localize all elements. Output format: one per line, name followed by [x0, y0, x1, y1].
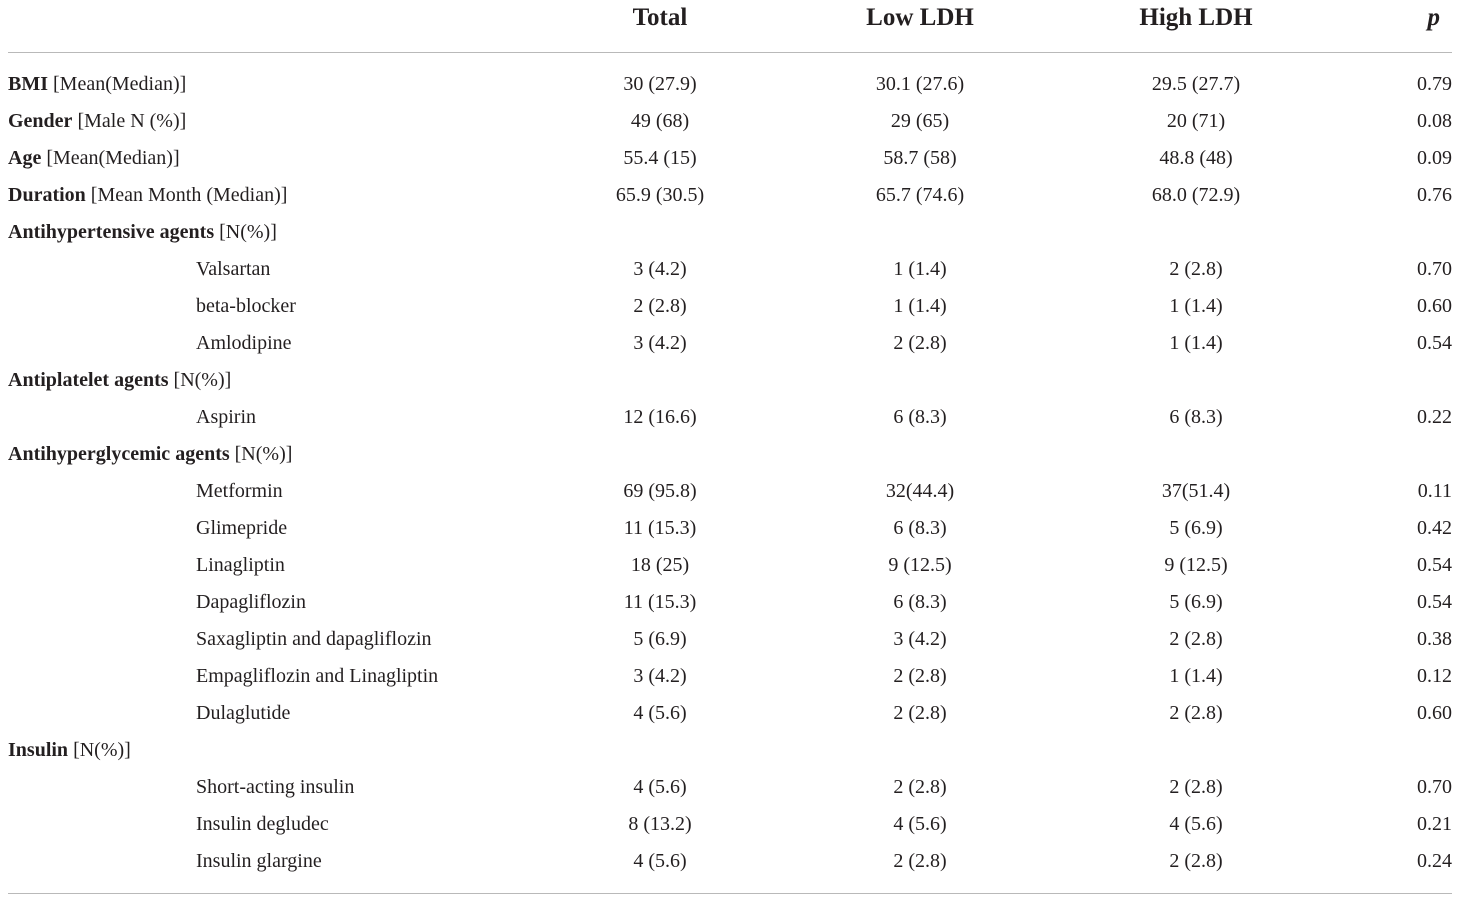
- row-label: [8, 177, 287, 214]
- table-row: [0, 140, 1460, 177]
- cell-high-ldh: 20 (71): [1166, 110, 1226, 132]
- row-label-bold: BMI: [8, 73, 48, 95]
- cell-low-ldh: 32(44.4): [885, 480, 955, 502]
- row-label: Insulin glargine: [196, 850, 322, 872]
- cell-high-ldh: 2 (2.8): [1169, 702, 1223, 724]
- cell-p-value: 0.60: [1417, 702, 1452, 724]
- table-row: [0, 288, 1460, 325]
- row-label: Saxagliptin and dapagliflozin: [196, 628, 432, 650]
- header-divider: [8, 52, 1452, 53]
- cell-p-value: 0.12: [1417, 665, 1452, 687]
- table-row: [0, 621, 1460, 658]
- header-high-ldh: High LDH: [1139, 4, 1253, 31]
- row-label: [8, 140, 180, 177]
- row-label: Valsartan: [196, 258, 271, 280]
- cell-high-ldh: 5 (6.9): [1169, 517, 1223, 539]
- cell-total: 55.4 (15): [623, 147, 697, 169]
- cell-low-ldh: 2 (2.8): [893, 702, 947, 724]
- group-heading-row: [0, 214, 1460, 251]
- group-heading-row: [0, 732, 1460, 769]
- cell-low-ldh: 3 (4.2): [893, 628, 947, 650]
- cell-p-value: 0.79: [1417, 73, 1452, 95]
- row-label: [8, 436, 292, 473]
- row-label-bold: Gender: [8, 110, 73, 132]
- header-low-ldh: Low LDH: [866, 4, 974, 31]
- cell-total: 4 (5.6): [633, 776, 687, 798]
- cell-high-ldh: 1 (1.4): [1169, 332, 1223, 354]
- cell-p-value: 0.08: [1417, 110, 1452, 132]
- row-label: beta-blocker: [196, 295, 296, 317]
- cell-p-value: 0.38: [1417, 628, 1452, 650]
- cell-low-ldh: 2 (2.8): [893, 850, 947, 872]
- table-row: [0, 584, 1460, 621]
- row-label: Metformin: [196, 480, 283, 502]
- cell-p-value: 0.24: [1417, 850, 1452, 872]
- cell-low-ldh: 6 (8.3): [893, 591, 947, 613]
- row-label: Linagliptin: [196, 554, 285, 576]
- cell-p-value: 0.54: [1417, 591, 1452, 613]
- cell-total: 11 (15.3): [623, 517, 697, 539]
- row-label: Dulaglutide: [196, 702, 291, 724]
- row-label-unit: [N(%)]: [214, 221, 277, 243]
- cell-p-value: 0.70: [1417, 258, 1452, 280]
- row-label-unit: [Mean Month (Median)]: [85, 184, 288, 206]
- cell-low-ldh: 2 (2.8): [893, 332, 947, 354]
- row-label: [8, 362, 231, 399]
- row-label-bold: Insulin: [8, 739, 69, 761]
- row-label: Short-acting insulin: [196, 776, 355, 798]
- row-label-bold: Antiplatelet agents: [8, 369, 169, 391]
- table-bottom-divider: [8, 893, 1452, 894]
- cell-total: 2 (2.8): [633, 295, 687, 317]
- table-row: [0, 177, 1460, 214]
- cell-total: 3 (4.2): [633, 665, 687, 687]
- table-row: [0, 325, 1460, 362]
- row-label-unit: [N(%)]: [168, 369, 232, 391]
- row-label-unit: [Male N (%)]: [72, 110, 187, 132]
- cell-low-ldh: 6 (8.3): [893, 406, 947, 428]
- cell-total: 18 (25): [630, 554, 690, 576]
- cell-low-ldh: 9 (12.5): [888, 554, 952, 576]
- cell-total: 4 (5.6): [633, 850, 687, 872]
- cell-low-ldh: 29 (65): [890, 110, 950, 132]
- row-label-unit: [N(%)]: [229, 443, 293, 465]
- table-row: [0, 399, 1460, 436]
- row-label: Dapagliflozin: [196, 591, 306, 613]
- group-heading-row: [0, 362, 1460, 399]
- cell-high-ldh: 1 (1.4): [1169, 665, 1223, 687]
- cell-p-value: 0.60: [1417, 295, 1452, 317]
- cell-high-ldh: 6 (8.3): [1169, 406, 1223, 428]
- cell-total: 4 (5.6): [633, 702, 687, 724]
- table-row: [0, 695, 1460, 732]
- cell-low-ldh: 4 (5.6): [893, 813, 947, 835]
- table-row: [0, 806, 1460, 843]
- row-label-bold: Duration: [8, 184, 86, 206]
- cell-high-ldh: 2 (2.8): [1169, 850, 1223, 872]
- cell-low-ldh: 65.7 (74.6): [875, 184, 965, 206]
- cell-p-value: 0.22: [1417, 406, 1452, 428]
- table-row: [0, 547, 1460, 584]
- table-row: [0, 843, 1460, 880]
- row-label: Aspirin: [196, 406, 256, 428]
- cell-high-ldh: 29.5 (27.7): [1151, 73, 1241, 95]
- cell-total: 12 (16.6): [623, 406, 697, 428]
- cell-high-ldh: 48.8 (48): [1159, 147, 1233, 169]
- cell-total: 11 (15.3): [623, 591, 697, 613]
- table-row: [0, 769, 1460, 806]
- cell-high-ldh: 37(51.4): [1161, 480, 1231, 502]
- cell-total: 5 (6.9): [633, 628, 687, 650]
- row-label: [8, 732, 131, 769]
- row-label: [8, 66, 186, 103]
- cell-p-value: 0.70: [1417, 776, 1452, 798]
- cell-total: 65.9 (30.5): [615, 184, 705, 206]
- row-label: Glimepride: [196, 517, 288, 539]
- table-row: [0, 103, 1460, 140]
- cell-low-ldh: 2 (2.8): [893, 776, 947, 798]
- cell-p-value: 0.09: [1417, 147, 1452, 169]
- row-label-unit: [Mean(Median)]: [41, 147, 180, 169]
- cell-low-ldh: 1 (1.4): [893, 258, 947, 280]
- cell-high-ldh: 2 (2.8): [1169, 258, 1223, 280]
- table-row: [0, 658, 1460, 695]
- row-label: Insulin degludec: [196, 813, 329, 835]
- header-total: Total: [632, 4, 688, 31]
- cell-low-ldh: 1 (1.4): [893, 295, 947, 317]
- cell-high-ldh: 2 (2.8): [1169, 776, 1223, 798]
- cell-p-value: 0.76: [1417, 184, 1452, 206]
- cell-high-ldh: 2 (2.8): [1169, 628, 1223, 650]
- row-label: [8, 214, 277, 251]
- cell-total: 49 (68): [630, 110, 690, 132]
- cell-total: 8 (13.2): [628, 813, 692, 835]
- cell-high-ldh: 9 (12.5): [1164, 554, 1228, 576]
- cell-total: 69 (95.8): [623, 480, 697, 502]
- cell-total: 30 (27.9): [623, 73, 697, 95]
- cell-high-ldh: 1 (1.4): [1169, 295, 1223, 317]
- row-label: [8, 103, 186, 140]
- table-row: [0, 66, 1460, 103]
- row-label-unit: [Mean(Median)]: [48, 73, 187, 95]
- table-row: [0, 251, 1460, 288]
- cell-p-value: 0.54: [1417, 332, 1452, 354]
- cell-low-ldh: 30.1 (27.6): [875, 73, 965, 95]
- group-heading-row: [0, 436, 1460, 473]
- cell-p-value: 0.42: [1417, 517, 1452, 539]
- cell-high-ldh: 5 (6.9): [1169, 591, 1223, 613]
- cell-high-ldh: 68.0 (72.9): [1151, 184, 1241, 206]
- row-label-unit: [N(%)]: [68, 739, 131, 761]
- cell-p-value: 0.11: [1417, 480, 1452, 502]
- cell-high-ldh: 4 (5.6): [1169, 813, 1223, 835]
- table-row: [0, 473, 1460, 510]
- cell-p-value: 0.54: [1417, 554, 1452, 576]
- table-row: [0, 510, 1460, 547]
- cell-low-ldh: 2 (2.8): [893, 665, 947, 687]
- cell-total: 3 (4.2): [633, 332, 687, 354]
- row-label-bold: Antihyperglycemic agents: [8, 443, 230, 465]
- cell-p-value: 0.21: [1417, 813, 1452, 835]
- row-label: Amlodipine: [196, 332, 292, 354]
- cell-low-ldh: 58.7 (58): [883, 147, 957, 169]
- row-label: Empagliflozin and Linagliptin: [196, 665, 439, 687]
- cell-total: 3 (4.2): [633, 258, 687, 280]
- row-label-bold: Age: [8, 147, 42, 169]
- header-p-value: p: [1427, 4, 1440, 31]
- row-label-bold: Antihypertensive agents: [8, 221, 215, 243]
- cell-low-ldh: 6 (8.3): [893, 517, 947, 539]
